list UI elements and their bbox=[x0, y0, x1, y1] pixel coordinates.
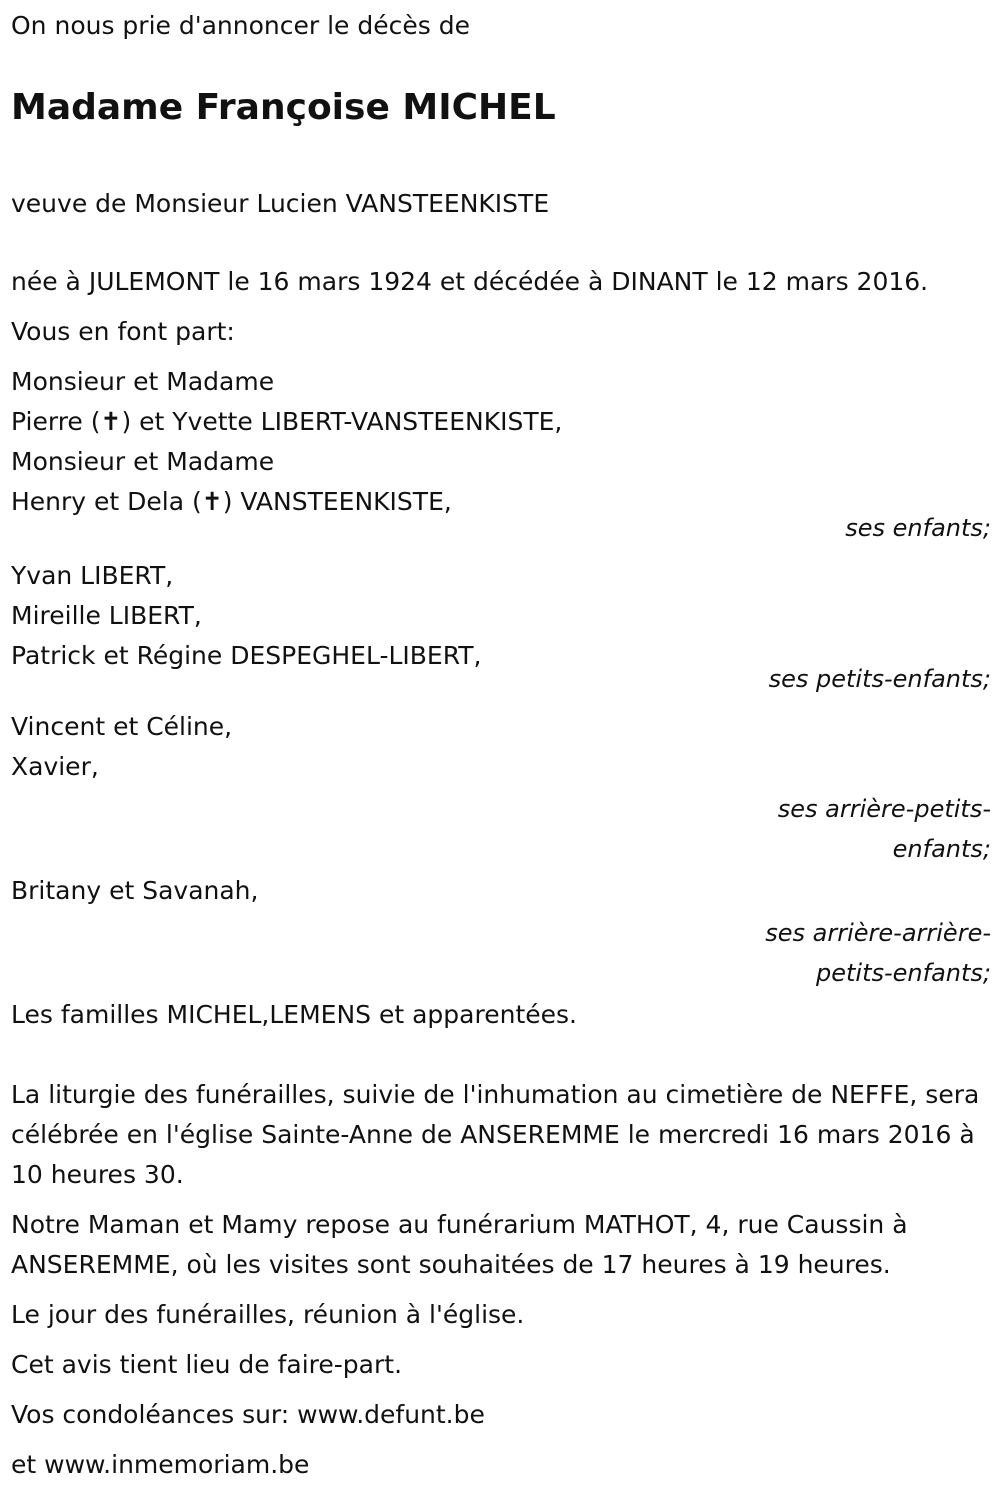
family-line: Monsieur et Madame bbox=[11, 367, 275, 396]
relation-text: ses arrière-petits- bbox=[777, 795, 991, 823]
relation-text: ses arrière-arrière- bbox=[765, 919, 991, 947]
notify-text: Vous en font part: bbox=[11, 317, 235, 346]
relation-text: petits-enfants; bbox=[816, 959, 991, 987]
relation-text: enfants; bbox=[892, 835, 991, 863]
family-line: Yvan LIBERT, bbox=[11, 561, 174, 590]
relation-text: ses enfants; bbox=[845, 514, 991, 542]
family-line: Xavier, bbox=[11, 752, 99, 781]
family-line: Vincent et Céline, bbox=[11, 712, 233, 741]
family-line: Monsieur et Madame bbox=[11, 447, 275, 476]
family-group-great-grandchildren bbox=[11, 707, 991, 869]
visitation-text: Notre Maman et Mamy repose au funérarium MATHOT, 4, rue Caussin à ANSEREMME, où les visites sont souhaitées de 17 heures à 19 heures. bbox=[11, 1210, 908, 1279]
meeting-text: Le jour des funérailles, réunion à l'église. bbox=[11, 1300, 525, 1329]
relation-label bbox=[11, 913, 991, 993]
birth-death-text: née à JULEMONT le 16 mars 1924 et décédée à DINANT le 12 mars 2016. bbox=[11, 267, 929, 296]
condolences-text: Vos condoléances sur: www.defunt.be bbox=[11, 1400, 485, 1429]
obituary-notice bbox=[11, 0, 991, 1485]
deceased-name: Madame Françoise MICHEL bbox=[11, 87, 556, 128]
family-line: Britany et Savanah, bbox=[11, 876, 259, 905]
liturgy-text: La liturgie des funérailles, suivie de l'inhumation au cimetière de NEFFE, sera célébrée en l'église Sainte-Anne de ANSEREMME le mercredi 16 mars 2016 à 10 heures 30. bbox=[11, 1080, 980, 1189]
condolences-link-text: et www.inmemoriam.be bbox=[11, 1450, 310, 1479]
family-group-great-great-grandchildren bbox=[11, 871, 991, 993]
family-line: Mireille LIBERT, bbox=[11, 601, 202, 630]
notice-text: Cet avis tient lieu de faire-part. bbox=[11, 1350, 403, 1379]
family-group-grandchildren bbox=[11, 556, 991, 699]
relation-text: ses petits-enfants; bbox=[768, 665, 991, 693]
relation-label bbox=[11, 789, 991, 869]
family-line: Henry et Dela (✝) VANSTEENKISTE, bbox=[11, 487, 452, 516]
family-line: Pierre (✝) et Yvette LIBERT-VANSTEENKISTE, bbox=[11, 407, 563, 436]
family-line: Patrick et Régine DESPEGHEL-LIBERT, bbox=[11, 641, 482, 670]
widow-of-text: veuve de Monsieur Lucien VANSTEENKISTE bbox=[11, 189, 550, 218]
extended-families-text: Les familles MICHEL,LEMENS et apparentées. bbox=[11, 1000, 577, 1029]
intro-text: On nous prie d'annoncer le décès de bbox=[11, 11, 470, 40]
family-group-children bbox=[11, 362, 991, 548]
